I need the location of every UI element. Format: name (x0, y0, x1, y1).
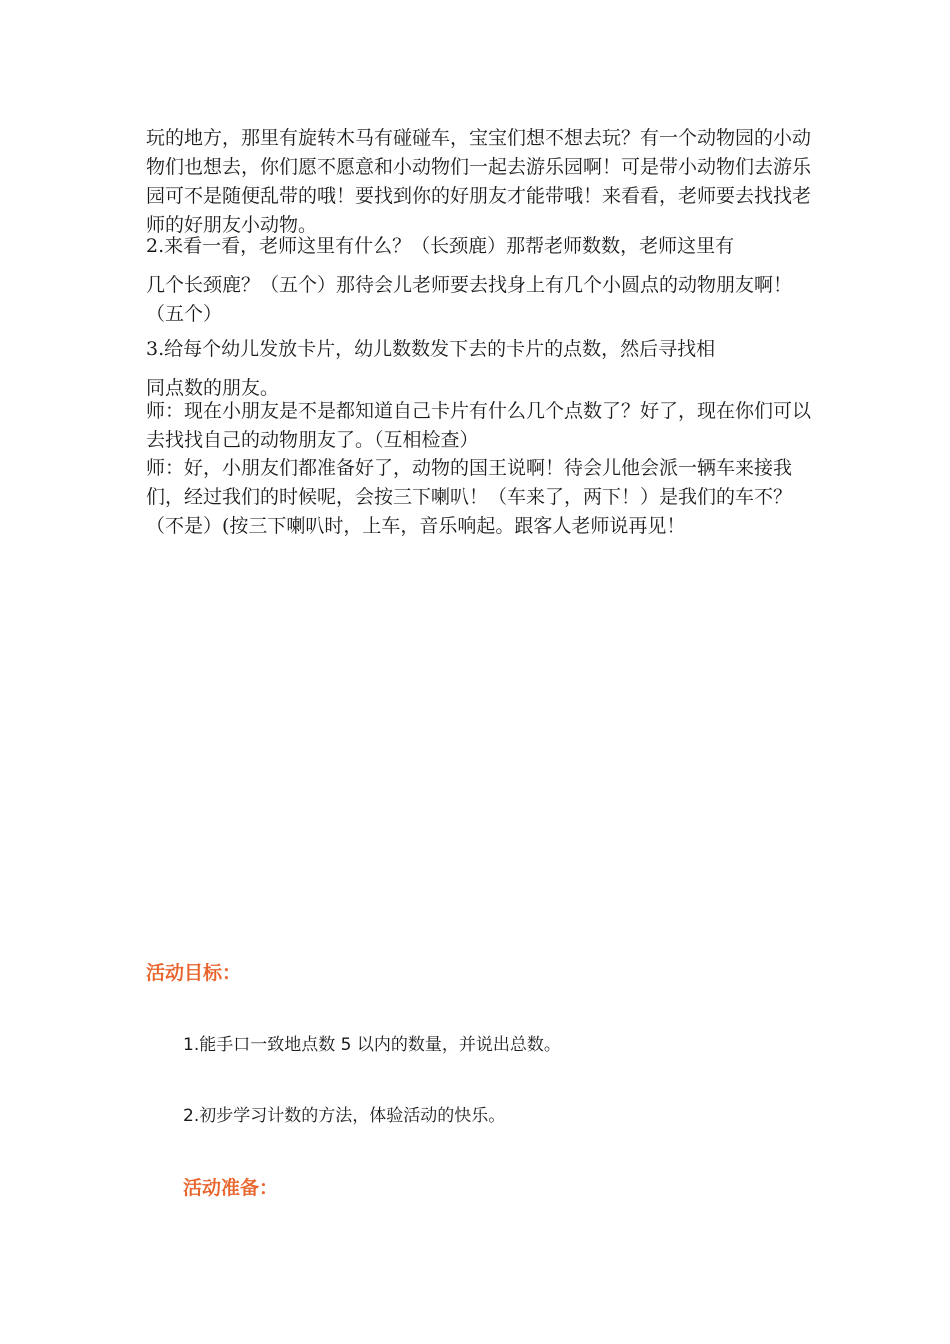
teacher-dialogue-1: 师：现在小朋友是不是都知道自己卡片有什么几个点数了？好了，现在你们可以去找找自己的动物朋友了。（互相检查） (146, 400, 812, 451)
step-2-line-1: 2.来看一看，老师这里有什么？（长颈鹿）那帮老师数数，老师这里有 (146, 235, 735, 257)
step-3-line-2: 同点数的朋友。 (146, 377, 280, 399)
step-2-paragraph (146, 232, 814, 329)
step-3-line-1: 3.给每个幼儿发放卡片，幼儿数数发下去的卡片的点数，然后寻找相 (146, 338, 716, 360)
step-3-paragraph (146, 335, 814, 403)
step-2-line-2: 几个长颈鹿？（五个）那待会儿老师要去找身上有几个小圆点的动物朋友啊！（五个） (146, 274, 793, 325)
goals-heading: 活动目标： (146, 962, 242, 984)
teacher-dialogue-2: 师：好，小朋友们都准备好了，动物的国王说啊！待会儿他会派一辆车来接我们，经过我们的时候呢，会按三下喇叭！（车来了，两下！）是我们的车不？（不是）(按三下喇叭时，上车，音乐响起。跟客人老师说再见！ (146, 457, 793, 537)
intro-paragraph: 玩的地方，那里有旋转木马有碰碰车，宝宝们想不想去玩？有一个动物园的小动物们也想去，你们愿不愿意和小动物们一起去游乐园啊！可是带小动物们去游乐园可不是随便乱带的哦！要找到你的好朋友才能带哦！来看看，老师要去找找老师的好朋友小动物。 (146, 127, 812, 236)
goal-item-1: 1.能手口一致地点数 5 以内的数量，并说出总数。 (183, 1035, 561, 1055)
preparation-heading: 活动准备： (183, 1177, 279, 1199)
goal-item-2: 2.初步学习计数的方法，体验活动的快乐。 (183, 1106, 506, 1126)
